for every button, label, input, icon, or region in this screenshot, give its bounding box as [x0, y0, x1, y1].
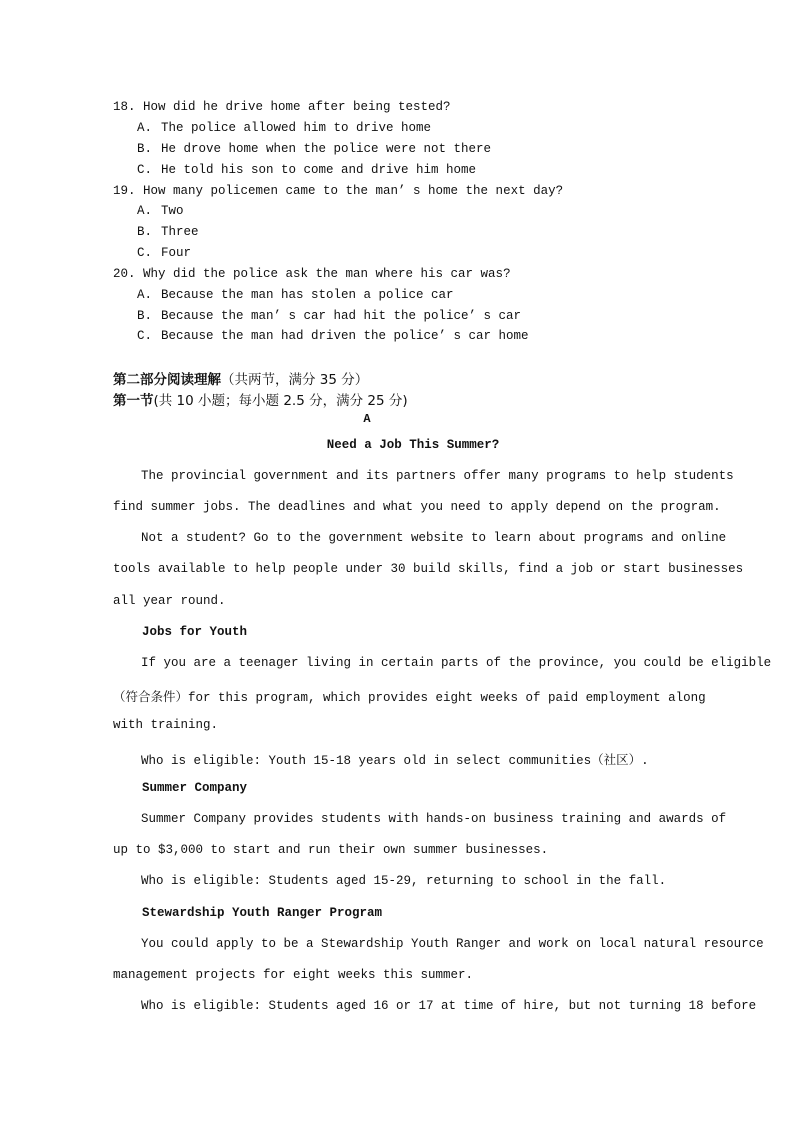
option-label: A.	[137, 121, 153, 135]
option-text: Four	[161, 246, 192, 260]
passage-letter: A	[363, 412, 371, 426]
question-20: 20. Why did the police ask the man where his car was?	[113, 267, 511, 281]
paragraph-line: Summer Company provides students with hands-on business training and awards of	[141, 812, 727, 826]
q19-option-a	[137, 204, 184, 218]
paragraph-line: find summer jobs. The deadlines and what you need to apply depend on the program.	[113, 500, 721, 514]
paragraph-line: Who is eligible: Students aged 16 or 17 at time of hire, but not turning 18 before	[141, 999, 757, 1013]
section1-heading	[113, 389, 408, 409]
option-label: B.	[137, 142, 153, 156]
part2-heading-bold: 第二部分阅读理解	[113, 372, 221, 388]
option-label: C.	[137, 163, 153, 177]
paragraph-line: with training.	[113, 718, 219, 732]
option-label: C.	[137, 246, 153, 260]
passage-title: Need a Job This Summer?	[326, 438, 500, 452]
option-text: The police allowed him to drive home	[161, 121, 432, 135]
section1-heading-detail: (共 10 小题；每小题 2.5 分，满分 25 分)	[153, 393, 408, 409]
section1-heading-bold: 第一节	[113, 393, 154, 409]
subheading-summer-company: Summer Company	[142, 781, 248, 795]
option-text: Three	[161, 225, 199, 239]
paragraph-line: （符合条件）for this program, which provides eight weeks of paid employment along	[113, 691, 706, 705]
paragraph-line: If you are a teenager living in certain parts of the province, you could be eligible	[141, 656, 772, 670]
option-label: C.	[137, 329, 153, 343]
paragraph-line: management projects for eight weeks this summer.	[113, 968, 474, 982]
paragraph-line: The provincial government and its partners offer many programs to help students	[141, 469, 734, 483]
q20-option-b	[137, 309, 521, 323]
paragraph-line: all year round.	[113, 594, 226, 608]
q19-option-c	[137, 246, 191, 260]
paragraph-line: Not a student? Go to the government website to learn about programs and online	[141, 531, 727, 545]
option-text: Because the man’ s car had hit the police’ s car	[161, 309, 522, 323]
option-text: He drove home when the police were not there	[161, 142, 492, 156]
option-text: Because the man had driven the police’ s car home	[161, 329, 529, 343]
option-label: A.	[137, 288, 153, 302]
paragraph-line: up to $3,000 to start and run their own summer businesses.	[113, 843, 549, 857]
paragraph-line: tools available to help people under 30 build skills, find a job or start businesses	[113, 562, 744, 576]
q20-option-c	[137, 329, 529, 343]
option-text: Because the man has stolen a police car	[161, 288, 454, 302]
question-18: 18. How did he drive home after being tested?	[113, 100, 451, 114]
q18-option-b	[137, 142, 491, 156]
q19-option-b	[137, 225, 199, 239]
paragraph-line: Who is eligible: Youth 15-18 years old in select communities（社区）.	[141, 754, 649, 768]
paragraph-line: Who is eligible: Students aged 15-29, returning to school in the fall.	[141, 874, 667, 888]
part2-heading-detail: （共两节，满分 35 分）	[221, 372, 369, 388]
subheading-jobs-for-youth: Jobs for Youth	[142, 625, 248, 639]
subheading-stewardship: Stewardship Youth Ranger Program	[142, 906, 383, 920]
option-label: B.	[137, 225, 153, 239]
option-label: B.	[137, 309, 153, 323]
option-text: He told his son to come and drive him home	[161, 163, 477, 177]
question-19: 19. How many policemen came to the man’ s home the next day?	[113, 184, 564, 198]
option-text: Two	[161, 204, 184, 218]
q20-option-a	[137, 288, 454, 302]
paragraph-line: You could apply to be a Stewardship Youth Ranger and work on local natural resource	[141, 937, 764, 951]
q18-option-c	[137, 163, 476, 177]
option-label: A.	[137, 204, 153, 218]
q18-option-a	[137, 121, 431, 135]
part2-heading	[113, 368, 368, 388]
